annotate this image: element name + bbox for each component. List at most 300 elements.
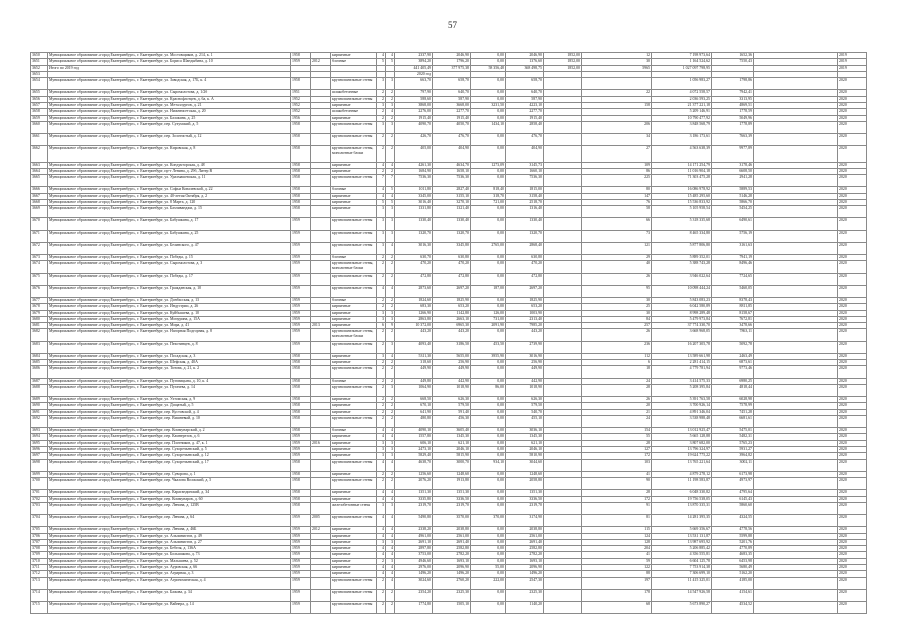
table-cell: 5 669 356,67 xyxy=(652,527,712,533)
table-cell: 470,20 xyxy=(433,261,471,273)
table-cell: 4090,70 xyxy=(395,121,433,133)
table-cell: 4534,52 xyxy=(712,601,754,613)
table-cell: 3710 xyxy=(31,558,48,564)
table-row xyxy=(31,601,867,613)
table-cell: 1959 xyxy=(291,552,311,558)
table-cell: 368 498,75 xyxy=(506,65,544,71)
table-cell: 0,00 xyxy=(471,59,506,65)
table-cell: 10 372,00 xyxy=(395,323,433,329)
table-cell: Муниципальное образование «город Екатеринбург», г. Екатеринбург, ул. Бахчиванджи, д. 15 xyxy=(48,206,291,218)
table-cell: 8158,67 xyxy=(712,310,754,316)
table-cell: 3672 xyxy=(31,242,48,254)
table-cell: 1959 xyxy=(291,565,311,571)
table-cell: 2863,80 xyxy=(395,316,433,322)
table-cell: 3703 xyxy=(31,502,48,514)
table-cell: 1959 xyxy=(291,440,311,446)
table-cell: крупнопанельные стены xyxy=(331,218,377,230)
table-cell: 1959 xyxy=(291,571,311,577)
table-cell: 7536,30 xyxy=(506,175,544,187)
table-cell xyxy=(544,121,582,133)
table-cell: 1142,80 xyxy=(433,310,471,316)
table-cell: 480,80 xyxy=(395,415,433,427)
table-cell: 11 415 325,01 xyxy=(652,577,712,589)
table-cell: 1852,00 xyxy=(544,59,582,65)
table-cell: 28 xyxy=(582,490,652,496)
table-cell: 41 xyxy=(582,471,652,477)
table-cell: 1959 xyxy=(291,273,311,285)
table-cell: 3678 xyxy=(31,304,48,310)
table-cell: 147 xyxy=(582,193,652,199)
table-cell: 7578,99 xyxy=(712,403,754,409)
table-cell: 2020 xyxy=(838,515,867,527)
table-cell: 13 796 324,97 xyxy=(652,447,712,453)
table-cell: 4946,60 xyxy=(395,558,433,564)
table-cell: Муниципальное образование «город Екатеринбург», г. Екатеринбург, ул. Бажова, д. 34 xyxy=(48,589,291,601)
table-cell: 2941,28 xyxy=(712,175,754,187)
table-cell: 3692 xyxy=(31,415,48,427)
table-cell: кирпичные xyxy=(331,53,377,59)
table-cell: кирпичные xyxy=(331,168,377,174)
table-cell: 4 xyxy=(386,490,395,496)
table-cell: 1958 xyxy=(291,428,311,434)
table-cell: 3654 xyxy=(31,78,48,90)
table-cell: Муниципальное образование «город Екатеринбург», г. Екатеринбург, ул. Индустрии, д. 26 xyxy=(48,304,291,310)
table-cell: 0,00 xyxy=(471,53,506,59)
table-cell: 426,70 xyxy=(395,134,433,146)
table-cell xyxy=(544,415,582,427)
table-cell: 197 xyxy=(582,577,652,589)
table-cell xyxy=(311,218,331,230)
table-cell: 2277,70 xyxy=(506,109,544,115)
table-cell: 2 xyxy=(377,558,386,564)
table-cell: 2046,10 xyxy=(506,447,544,453)
table-cell: 5 xyxy=(386,187,395,193)
table-cell: 2691,10 xyxy=(395,539,433,545)
table-cell: 3669 xyxy=(31,206,48,218)
table-cell: 1959 xyxy=(291,230,311,242)
table-cell: 2 xyxy=(377,384,386,396)
table-row xyxy=(31,134,867,146)
table-cell: 5162,20 xyxy=(712,571,754,577)
table-cell: 2 xyxy=(377,341,386,353)
table-cell: 3336,50 xyxy=(506,496,544,502)
table-cell: кирпичные xyxy=(331,453,377,459)
table-cell: 84 xyxy=(582,316,652,322)
table-row xyxy=(31,415,867,427)
table-cell: 3668 xyxy=(31,200,48,206)
table-cell: 1018,90 xyxy=(506,384,544,396)
table-cell: 2020 xyxy=(838,134,867,146)
table-cell: 934,10 xyxy=(471,459,506,471)
table-cell: кирпичные xyxy=(331,403,377,409)
table-cell: кирпичные xyxy=(331,496,377,502)
table-cell: 3335,80 xyxy=(395,496,433,502)
table-cell: кирпичные xyxy=(331,162,377,168)
table-cell: 5311,30 xyxy=(395,353,433,359)
table-cell: Муниципальное образование «город Екатеринбург», г. Екатеринбург, пер. Ленина, д. 46Б xyxy=(48,527,291,533)
table-cell: 1958 xyxy=(291,162,311,168)
table-cell: 9773,46 xyxy=(712,366,754,378)
table-cell: Муниципальное образование «город Екатеринбург», г. Екатеринбург, ул. Мостовщиков, д. 214, к. 1 xyxy=(48,53,291,59)
table-cell: 8 465 334,80 xyxy=(652,230,712,242)
table-cell: крупнопанельные стены xyxy=(331,78,377,90)
table-cell: 206 xyxy=(582,121,652,133)
table-cell: 2020 xyxy=(838,440,867,446)
table-cell xyxy=(544,146,582,162)
table-cell: 3 xyxy=(377,230,386,242)
table-cell: 455,10 xyxy=(506,415,544,427)
table-cell: 5 318 335,68 xyxy=(652,218,712,230)
table-cell: 1266,90 xyxy=(395,310,433,316)
table-cell: 1316,40 xyxy=(506,206,544,218)
table-cell: 3700 xyxy=(31,478,48,490)
table-cell: 2858,40 xyxy=(506,121,544,133)
table-cell: 2 xyxy=(386,255,395,261)
table-cell: Муниципальное образование «город Екатеринбург», г. Екатеринбург, пер. Суворова, д. 1 xyxy=(48,471,291,477)
table-cell: 115 xyxy=(582,527,652,533)
table-cell: 3709 xyxy=(31,552,48,558)
table-cell: 3650 xyxy=(31,53,48,59)
table-cell: 2020 xyxy=(838,366,867,378)
table-cell: Муниципальное образование «город Екатеринбург», г. Екатеринбург, ул. Кировская, д. 8 xyxy=(48,146,291,162)
table-cell xyxy=(754,146,838,162)
table-cell: 0,00 xyxy=(471,440,506,446)
table-cell: Муниципальное образование «город Екатеринбург», г. Екатеринбург, ул. Пуговицына, д. 10, к. 4 xyxy=(48,378,291,384)
table-cell: 0,00 xyxy=(471,115,506,121)
table-row xyxy=(31,273,867,285)
table-cell: кирпичные xyxy=(331,310,377,316)
table-cell: 2 xyxy=(377,415,386,427)
table-cell: 4 356 555,81 xyxy=(652,552,712,558)
table-cell: 3673 xyxy=(31,255,48,261)
table-cell: 90 xyxy=(582,478,652,490)
table-cell: 5146,28 xyxy=(712,193,754,199)
table-cell: 3002,11 xyxy=(712,459,754,471)
table-cell: 5454,25 xyxy=(712,206,754,218)
table-cell: кирпичные xyxy=(331,206,377,218)
table-cell: 2 xyxy=(386,90,395,96)
table-cell: 2020 xyxy=(838,206,867,218)
table-cell: 5 889 352,01 xyxy=(652,255,712,261)
table-cell: 1958 xyxy=(291,378,311,384)
table-cell: Муниципальное образование «город Екатеринбург», г. Екатеринбург, ул. Нагорная Подгорная, д. 8 xyxy=(48,329,291,341)
table-cell: 1958 xyxy=(291,478,311,490)
table-cell: 2 xyxy=(377,397,386,403)
table-cell: 1958 xyxy=(291,366,311,378)
table-cell: 1958 xyxy=(291,502,311,514)
table-cell: Муниципальное образование «город Екатеринбург», г. Екатеринбург, ул. Вайнера, д. 14 xyxy=(48,601,291,613)
table-cell: 5866,70 xyxy=(712,200,754,206)
table-cell xyxy=(754,242,838,254)
table-cell: Муниципальное образование «город Екатеринбург», г. Екатеринбург, ул. Сыромолотова, д. 3 xyxy=(48,261,291,273)
table-cell: кирпичные xyxy=(331,490,377,496)
table-cell: 1496,20 xyxy=(506,571,544,577)
table-cell: 4 891 346,04 xyxy=(652,409,712,415)
table-cell: 640,70 xyxy=(506,90,544,96)
table-cell: 1959 xyxy=(291,434,311,440)
table-cell xyxy=(754,329,838,341)
table-cell: 3231,50 xyxy=(471,102,506,108)
table-cell: Муниципальное образование «город Екатеринбург», г. Екатеринбург, ул. Софьи Ковалевской, д. 22 xyxy=(48,187,291,193)
table-cell xyxy=(544,384,582,396)
table-cell: 3682 xyxy=(31,329,48,341)
table-cell: 3605,40 xyxy=(433,428,471,434)
table-cell: 2 xyxy=(386,415,395,427)
table-cell: 29 xyxy=(582,255,652,261)
table-cell: 3662 xyxy=(31,146,48,162)
table-cell: 3702 xyxy=(31,496,48,502)
table-cell: 1959 xyxy=(291,527,311,533)
table-cell: 6 042 580,89 xyxy=(652,304,712,310)
table-cell: 76 xyxy=(582,200,652,206)
table-cell: 3 xyxy=(377,440,386,446)
table-cell: 109 xyxy=(582,162,652,168)
table-cell: 626,30 xyxy=(433,397,471,403)
table-cell: кирпичные xyxy=(331,471,377,477)
table-cell: 2319,70 xyxy=(433,502,471,514)
table-cell: 11 198 583,87 xyxy=(652,478,712,490)
table-cell: 2 xyxy=(377,297,386,303)
table-cell: Муниципальное образование «город Екатеринбург», г. Екатеринбург, ул. Посадская, д. 3 xyxy=(48,353,291,359)
table-cell: 3687 xyxy=(31,378,48,384)
table-cell: Муниципальное образование «город Екатеринбург», г. Екатеринбург, ул. Победы, д. 15 xyxy=(48,255,291,261)
table-cell xyxy=(544,218,582,230)
table-cell: 1825,90 xyxy=(506,297,544,303)
table-cell: 2313,40 xyxy=(506,316,544,322)
table-cell: 3 807 682,00 xyxy=(652,440,712,446)
table-cell: кирпичные xyxy=(331,304,377,310)
table-cell: 4 072 558,57 xyxy=(652,90,712,96)
table-cell: 1959 xyxy=(291,341,311,353)
table-cell: 3000,70 xyxy=(433,459,471,471)
table-cell: кирпичные xyxy=(331,552,377,558)
table-cell: 587,90 xyxy=(506,96,544,102)
table-cell: крупнопанельные стены xyxy=(331,415,377,427)
table-cell: 2582,80 xyxy=(433,546,471,552)
table-cell: 1959 xyxy=(291,601,311,613)
table-cell: 1320,70 xyxy=(506,230,544,242)
table-cell xyxy=(311,146,331,162)
table-cell: 1351,30 xyxy=(395,490,433,496)
table-cell: кирпичные xyxy=(331,571,377,577)
table-cell: 3671 xyxy=(31,230,48,242)
table-cell: Муниципальное образование «город Екатеринбург», г. Екатеринбург, ул. Кондукторская, д. 48 xyxy=(48,162,291,168)
table-cell: 3683 xyxy=(31,341,48,353)
table-cell xyxy=(754,577,838,589)
table-cell: 3660 xyxy=(31,121,48,133)
table-cell: крупнопанельные стены xyxy=(331,230,377,242)
table-cell: 2 xyxy=(377,360,386,366)
table-cell: 2020 xyxy=(838,533,867,539)
table-cell: 7536,30 xyxy=(395,175,433,187)
table-cell: 4 xyxy=(386,565,395,571)
table-cell: 0,00 xyxy=(471,273,506,285)
table-cell: 2463,49 xyxy=(712,353,754,359)
table-cell xyxy=(544,175,582,187)
table-cell: 2 xyxy=(386,409,395,415)
table-cell: Муниципальное образование «город Екатеринбург», г. Екатеринбург, ул. Бабушкина, д. 25 xyxy=(48,230,291,242)
table-cell xyxy=(311,589,331,601)
table-cell: 3345,80 xyxy=(433,242,471,254)
table-cell: 476,70 xyxy=(506,134,544,146)
table-cell: Муниципальное образование «город Екатеринбург», г. Екатеринбург, пер. Камнерезов, д. 6 xyxy=(48,434,291,440)
table-cell: 443,20 xyxy=(433,329,471,341)
table-cell: 1011,80 xyxy=(395,187,433,193)
table-row xyxy=(31,230,867,242)
table-cell: 441 405,49 xyxy=(395,65,433,71)
table-cell: 40 xyxy=(582,261,652,273)
table-cell: 8378,43 xyxy=(712,297,754,303)
table-cell: 2020 xyxy=(838,552,867,558)
table-cell: 0,00 xyxy=(471,409,506,415)
table-cell: кирпичные xyxy=(331,434,377,440)
table-cell: Муниципальное образование «город Екатеринбург», г. Екатеринбург, ул. Аграрная, д. 3 xyxy=(48,571,291,577)
table-cell: Муниципальное образование «город Екатеринбург», г. Екатеринбург, ул. Уралмашевская, д. 11 xyxy=(48,175,291,187)
table-cell xyxy=(311,329,331,341)
table-cell: 2020 xyxy=(838,121,867,133)
table-cell: 3676 xyxy=(31,285,48,297)
table-cell: 1959 xyxy=(291,242,311,254)
table-cell: 1959 xyxy=(291,261,311,273)
table-cell: 1660,10 xyxy=(506,168,544,174)
table-cell: 2325,30 xyxy=(506,589,544,601)
table-cell: 2020 xyxy=(838,558,867,564)
table-cell: 3 xyxy=(377,78,386,90)
table-cell: 7 306 699,10 xyxy=(652,571,712,577)
table-cell: 7941,19 xyxy=(712,255,754,261)
table-cell xyxy=(544,134,582,146)
table-cell: 2319,70 xyxy=(506,502,544,514)
table-cell: 4 xyxy=(377,565,386,571)
table-cell: 1959 xyxy=(291,453,311,459)
table-cell: 2827,40 xyxy=(433,187,471,193)
table-cell: Муниципальное образование «город Екатеринбург», г. Екатеринбург, ул. Большакова, д. 73 xyxy=(48,552,291,558)
table-cell: 1248,60 xyxy=(433,471,471,477)
table-cell: Муниципальное образование «город Екатеринбург», г. Екатеринбург, пер. Плотников, д. 47, к. 1 xyxy=(48,440,291,446)
table-cell: 6028,98 xyxy=(712,397,754,403)
table-cell: Муниципальное образование «город Екатеринбург», г. Екатеринбург, ул. Ухтомская, д. 9 xyxy=(48,397,291,403)
table-cell: 2 xyxy=(386,360,395,366)
table-cell: 3694 xyxy=(31,434,48,440)
table-cell: Муниципальное образование «город Екатеринбург», г. Екатеринбург, пр-т Ленина, д. 29б, Литер В xyxy=(48,168,291,174)
table-cell: 18 xyxy=(582,366,652,378)
table-cell: 73 xyxy=(582,230,652,242)
table-cell: 4 xyxy=(386,533,395,539)
table-cell: 4 xyxy=(386,193,395,199)
table-cell: 626,30 xyxy=(506,397,544,403)
table-cell: 2 xyxy=(386,366,395,378)
table-cell: кирпичные xyxy=(331,360,377,366)
table-cell: 121 xyxy=(582,242,652,254)
table-cell: 86 xyxy=(582,168,652,174)
table-cell: 4869,51 xyxy=(712,102,754,108)
table-cell: 3345,00 xyxy=(395,193,433,199)
table-row xyxy=(31,121,867,133)
table-cell: 579,50 xyxy=(433,403,471,409)
table-cell: 721,00 xyxy=(471,200,506,206)
table-cell: 5765,23 xyxy=(712,440,754,446)
table-cell: 1958 xyxy=(291,53,311,59)
table-cell: 6681,61 xyxy=(712,415,754,427)
table-cell: 6145,43 xyxy=(712,496,754,502)
table-cell: 3696 xyxy=(31,447,48,453)
table-cell: крупнопанельные стены xyxy=(331,577,377,589)
table-cell: 4 xyxy=(386,527,395,533)
table-cell: 3161,63 xyxy=(712,242,754,254)
table-cell: 2020 xyxy=(838,187,867,193)
table-cell: 3 xyxy=(377,206,386,218)
table-cell: 1915,40 xyxy=(506,115,544,121)
table-row xyxy=(31,329,867,341)
table-cell: 26 xyxy=(582,397,652,403)
table-cell: 3894,20 xyxy=(395,59,433,65)
table-cell: 28 xyxy=(582,440,652,446)
table-cell: 3313,95 xyxy=(712,96,754,102)
table-cell: 4 xyxy=(377,496,386,502)
table-cell: 6 048 330,82 xyxy=(652,490,712,496)
table-cell: Муниципальное образование «город Екатеринбург», г. Екатеринбург, ул. Альпинистов, д. 27 xyxy=(48,539,291,545)
table-cell: 3 xyxy=(386,447,395,453)
table-cell: 2020 xyxy=(838,273,867,285)
table-cell: 204 xyxy=(582,546,652,552)
table-cell: 3 xyxy=(386,310,395,316)
table-cell: 5 843 083,23 xyxy=(652,297,712,303)
table-cell: 1320,70 xyxy=(433,230,471,242)
table-cell: Муниципальное образование «город Екатеринбург», г. Екатеринбург, ул. Дощатый, д. 5 xyxy=(48,403,291,409)
table-cell: 2020 xyxy=(838,471,867,477)
table-cell: 2 xyxy=(386,273,395,285)
table-cell xyxy=(544,78,582,90)
table-cell: 2020 xyxy=(838,323,867,329)
table-cell: 0,00 xyxy=(471,478,506,490)
table-cell: 2020 xyxy=(838,353,867,359)
table-cell: 4 xyxy=(386,53,395,59)
table-cell: 3270,10 xyxy=(433,200,471,206)
table-cell: железобетонные стены xyxy=(331,502,377,514)
table-cell: 0,00 xyxy=(471,206,506,218)
table-cell: 2020 xyxy=(838,403,867,409)
table-cell: 22 xyxy=(582,90,652,96)
table-cell: 404,90 xyxy=(433,146,471,162)
table-cell: крупнопанельные стены xyxy=(331,366,377,378)
table-cell: 5 105 958,54 xyxy=(652,206,712,218)
table-cell: 10 790 477,92 xyxy=(652,115,712,121)
table-cell: 4634,70 xyxy=(433,162,471,168)
table-cell: 172 xyxy=(582,496,652,502)
table-cell: 0,00 xyxy=(471,428,506,434)
table-cell xyxy=(754,341,838,353)
table-cell: 3478,66 xyxy=(712,323,754,329)
table-cell: 2020 xyxy=(838,577,867,589)
table-cell xyxy=(544,206,582,218)
table-cell: 0,00 xyxy=(471,329,506,341)
table-cell: 2 xyxy=(377,577,386,589)
table-cell: 5092,78 xyxy=(712,341,754,353)
table-cell: 2897,80 xyxy=(395,546,433,552)
table-cell: 5655,00 xyxy=(433,353,471,359)
table-cell: 5 xyxy=(377,59,386,65)
table-row xyxy=(31,341,867,353)
table-cell: 5482,31 xyxy=(712,434,754,440)
table-cell: 4 xyxy=(377,546,386,552)
table-cell: 1774,80 xyxy=(395,601,433,613)
table-cell: 1958 xyxy=(291,496,311,502)
table-cell: 3679 xyxy=(31,310,48,316)
table-cell: 3 xyxy=(377,102,386,108)
table-cell: 2020 xyxy=(838,230,867,242)
table-cell: 2020 xyxy=(838,146,867,162)
table-cell: 4261,30 xyxy=(395,162,433,168)
